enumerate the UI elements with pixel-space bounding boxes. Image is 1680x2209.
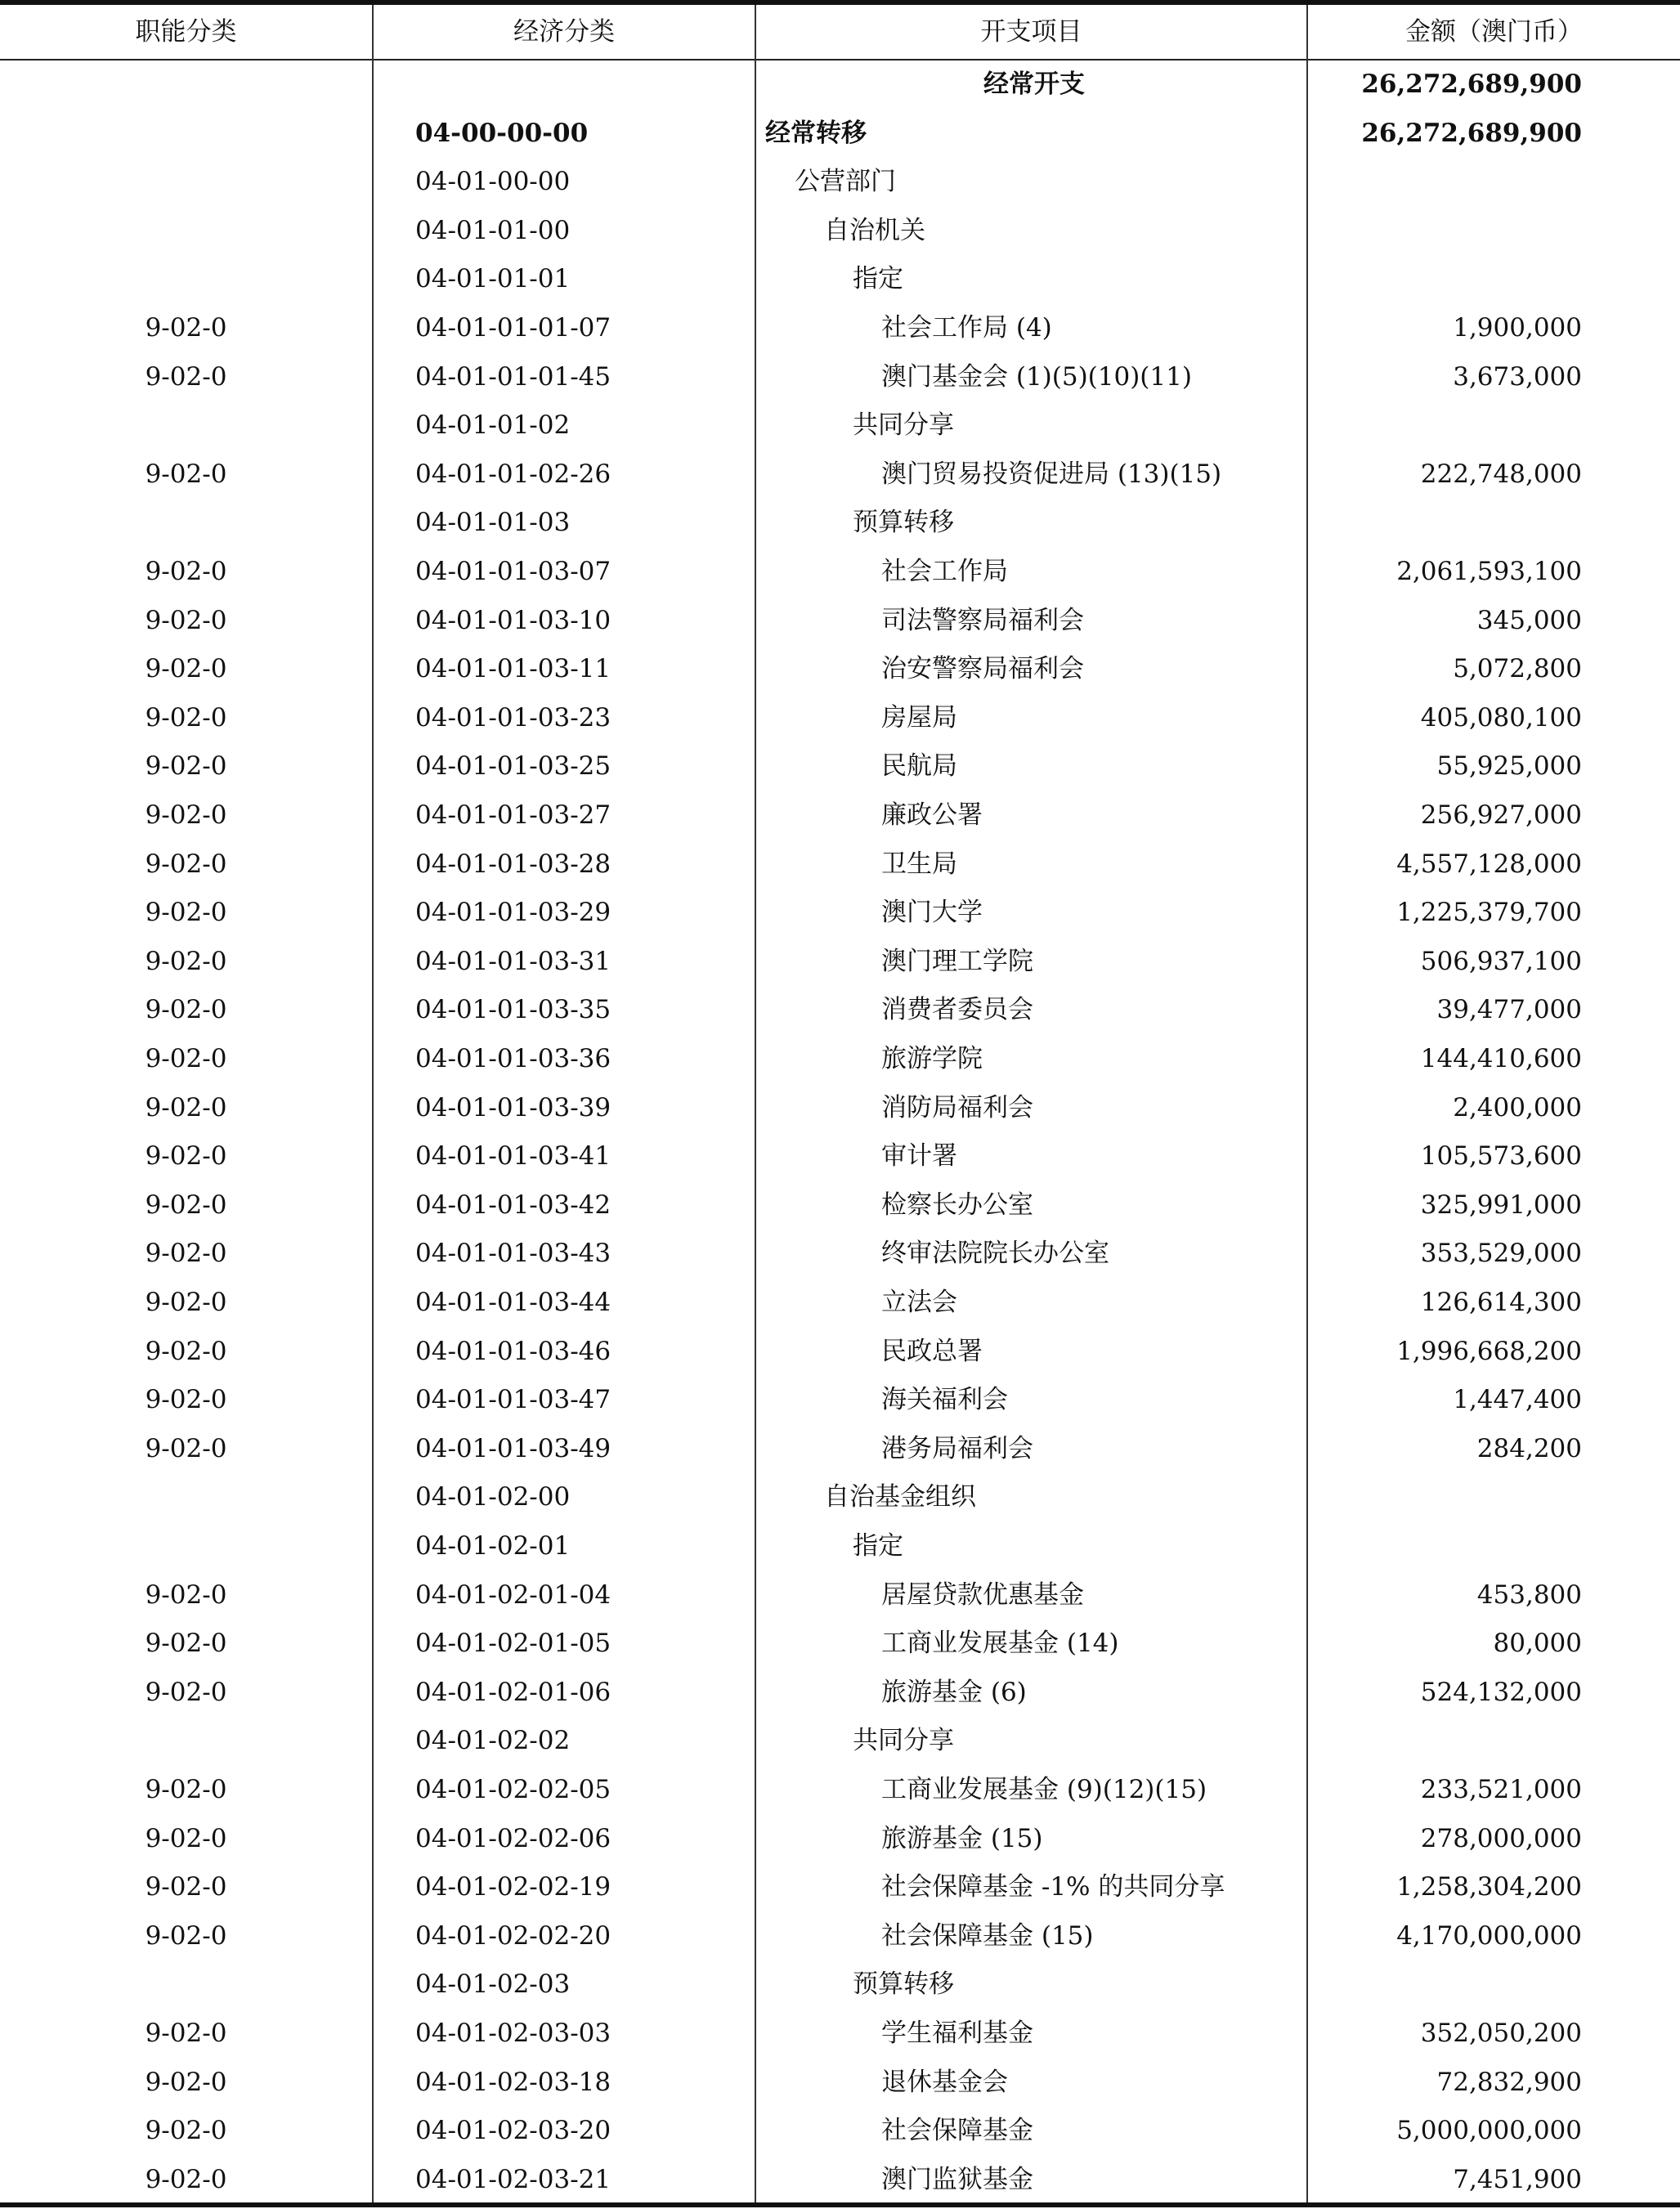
expense-item-cell: 消费者委员会 <box>881 995 1033 1025</box>
economic-class-cell: 04-01-01-03-44 <box>415 1288 612 1317</box>
economic-class-cell: 04-01-02-02-05 <box>415 1775 612 1804</box>
functional-class-cell: 9-02-0 <box>145 1579 227 1610</box>
table-row <box>0 840 1680 889</box>
economic-class-cell: 04-01-02-03-21 <box>415 2164 612 2194</box>
expense-item-cell: 治安警察局福利会 <box>881 654 1084 684</box>
header-func: 职能分类 <box>135 17 237 47</box>
functional-class-cell: 9-02-0 <box>145 1433 227 1463</box>
table-row <box>0 597 1680 646</box>
functional-class-cell <box>0 1717 372 1766</box>
economic-class-cell: 04-01-02-00 <box>415 1482 571 1512</box>
functional-class-cell <box>0 158 372 207</box>
expense-item-cell: 社会工作局 (4) <box>881 313 1052 343</box>
expense-item-cell: 自治机关 <box>824 215 925 245</box>
table-row <box>0 2107 1680 2156</box>
functional-class-cell: 9-02-0 <box>145 800 227 830</box>
economic-class-cell: 04-01-02-02 <box>415 1726 571 1756</box>
functional-class-cell <box>0 110 372 159</box>
amount-cell: 256,927,000 <box>1420 800 1582 830</box>
table-row <box>0 1084 1680 1133</box>
table-row <box>0 1766 1680 1815</box>
table-row <box>0 255 1680 304</box>
amount-cell: 284,200 <box>1476 1433 1582 1463</box>
expense-item-cell: 自治基金组织 <box>824 1482 976 1512</box>
functional-class-cell: 9-02-0 <box>145 898 227 928</box>
amount-cell: 26,272,689,900 <box>1361 118 1582 148</box>
functional-class-cell <box>0 60 372 110</box>
table-row <box>0 1181 1680 1230</box>
functional-class-cell <box>0 499 372 548</box>
amount-cell: 105,573,600 <box>1420 1141 1582 1172</box>
amount-cell: 72,832,900 <box>1436 2067 1582 2097</box>
expense-item-cell: 工商业发展基金 (14) <box>881 1629 1119 1659</box>
economic-class-cell: 04-01-01-03-23 <box>415 702 612 733</box>
expense-item-cell: 立法会 <box>881 1288 957 1317</box>
table-row <box>0 353 1680 402</box>
expense-item-cell: 社会工作局 <box>881 557 1008 586</box>
expense-item-cell: 工商业发展基金 (9)(12)(15) <box>881 1775 1207 1804</box>
expense-item-cell: 退休基金会 <box>881 2067 1008 2097</box>
expense-item-cell: 司法警察局福利会 <box>881 605 1084 635</box>
expense-item-cell: 澳门大学 <box>881 898 983 928</box>
economic-class-cell: 04-01-02-01 <box>415 1531 571 1561</box>
economic-class-cell: 04-01-01-03-46 <box>415 1336 612 1366</box>
table-row <box>0 2010 1680 2059</box>
functional-class-cell: 9-02-0 <box>145 849 227 879</box>
functional-class-cell: 9-02-0 <box>145 1092 227 1122</box>
table-row <box>0 1912 1680 1961</box>
functional-class-cell: 9-02-0 <box>145 2116 227 2146</box>
table-row <box>0 1328 1680 1377</box>
expense-item-cell: 澳门贸易投资促进局 (13)(15) <box>881 459 1222 489</box>
expense-item-cell: 民航局 <box>881 751 957 782</box>
expense-item-cell: 共同分享 <box>853 410 954 441</box>
economic-class-cell: 04-01-00-00 <box>415 167 571 197</box>
economic-class-cell: 04-01-02-01-04 <box>415 1579 612 1610</box>
table-row <box>0 548 1680 597</box>
table-row <box>0 742 1680 791</box>
amount-cell: 3,673,000 <box>1453 361 1582 392</box>
amount-cell: 26,272,689,900 <box>1361 69 1582 99</box>
functional-class-cell: 9-02-0 <box>145 605 227 635</box>
functional-class-cell: 9-02-0 <box>145 1629 227 1659</box>
amount-cell: 4,170,000,000 <box>1396 1920 1582 1951</box>
economic-class-cell: 04-01-01-03-27 <box>415 800 612 830</box>
table-row <box>0 791 1680 840</box>
functional-class-cell: 9-02-0 <box>145 1775 227 1804</box>
amount-cell: 1,225,379,700 <box>1396 898 1582 928</box>
economic-class-cell: 04-01-01-03-43 <box>415 1239 612 1269</box>
functional-class-cell: 9-02-0 <box>145 459 227 489</box>
expense-item-cell: 检察长办公室 <box>881 1190 1033 1220</box>
amount-cell: 80,000 <box>1493 1629 1582 1659</box>
table-row <box>0 1815 1680 1864</box>
expense-item-cell: 预算转移 <box>853 1969 954 2000</box>
economic-class-cell: 04-01-02-02-20 <box>415 1920 612 1951</box>
economic-class-cell: 04-01-01-01-07 <box>415 313 612 343</box>
economic-class-cell: 04-01-01-03-39 <box>415 1092 612 1122</box>
economic-class-cell: 04-01-01-03-42 <box>415 1190 612 1220</box>
table-row <box>0 401 1680 450</box>
amount-cell: 405,080,100 <box>1420 702 1582 733</box>
table-row <box>0 1132 1680 1181</box>
header-econ: 经济分类 <box>513 17 615 47</box>
economic-class-cell: 04-01-02-02-06 <box>415 1823 612 1853</box>
amount-cell: 39,477,000 <box>1436 995 1582 1025</box>
amount-cell: 233,521,000 <box>1420 1775 1582 1804</box>
expense-item-cell: 居屋贷款优惠基金 <box>881 1579 1084 1610</box>
functional-class-cell: 9-02-0 <box>145 1141 227 1172</box>
economic-class-cell: 04-01-01-01 <box>415 264 571 294</box>
table-row <box>0 986 1680 1035</box>
expense-item-cell: 澳门监狱基金 <box>881 2164 1033 2194</box>
amount-cell: 2,061,593,100 <box>1396 557 1582 586</box>
economic-class-cell: 04-01-01-03-47 <box>415 1385 612 1415</box>
economic-class-cell: 04-01-02-03-03 <box>415 2019 612 2048</box>
functional-class-cell <box>0 207 372 256</box>
amount-cell: 4,557,128,000 <box>1396 849 1582 879</box>
amount-cell: 1,258,304,200 <box>1396 1872 1582 1902</box>
amount-cell: 453,800 <box>1476 1579 1582 1610</box>
expense-item-cell: 共同分享 <box>853 1726 954 1756</box>
expense-item-cell: 社会保障基金 <box>881 2116 1033 2146</box>
expense-item-cell: 海关福利会 <box>881 1385 1008 1415</box>
amount-cell: 524,132,000 <box>1420 1677 1582 1707</box>
table-row <box>0 304 1680 353</box>
table-row <box>0 110 1680 159</box>
expense-item-cell: 旅游基金 (6) <box>881 1677 1027 1707</box>
table-row <box>0 645 1680 694</box>
header-item: 开支项目 <box>980 17 1082 47</box>
economic-class-cell: 04-01-01-03 <box>415 508 571 538</box>
functional-class-cell: 9-02-0 <box>145 1872 227 1902</box>
economic-class-cell: 04-01-01-03-10 <box>415 605 612 635</box>
table-row <box>0 2059 1680 2108</box>
amount-cell: 144,410,600 <box>1420 1044 1582 1073</box>
economic-class-cell: 04-01-01-03-11 <box>415 654 612 684</box>
expense-item-cell: 旅游基金 (15) <box>881 1823 1043 1853</box>
functional-class-cell: 9-02-0 <box>145 654 227 684</box>
amount-cell: 325,991,000 <box>1420 1190 1582 1220</box>
economic-class-cell: 04-01-01-00 <box>415 215 571 245</box>
table-row <box>0 499 1680 548</box>
functional-class-cell: 9-02-0 <box>145 1920 227 1951</box>
functional-class-cell: 9-02-0 <box>145 313 227 343</box>
expense-item-cell: 卫生局 <box>881 849 957 879</box>
functional-class-cell: 9-02-0 <box>145 2067 227 2097</box>
expense-item-cell: 经常开支 <box>983 69 1085 99</box>
amount-cell: 5,072,800 <box>1453 654 1582 684</box>
economic-class-cell: 04-01-01-03-07 <box>415 557 612 586</box>
economic-class-cell: 04-01-01-01-45 <box>415 361 612 392</box>
economic-class-cell: 04-01-01-03-25 <box>415 751 612 782</box>
economic-class-cell: 04-01-01-03-28 <box>415 849 612 879</box>
amount-cell: 126,614,300 <box>1420 1288 1582 1317</box>
table-row <box>0 2156 1680 2205</box>
functional-class-cell: 9-02-0 <box>145 557 227 586</box>
table-row <box>0 1863 1680 1912</box>
amount-cell: 1,900,000 <box>1453 313 1582 343</box>
table-row <box>0 1473 1680 1522</box>
expense-item-cell: 经常转移 <box>765 118 867 148</box>
amount-cell: 1,447,400 <box>1453 1385 1582 1415</box>
functional-class-cell <box>0 255 372 304</box>
amount-cell: 353,529,000 <box>1420 1239 1582 1269</box>
expense-item-cell: 指定 <box>853 1531 903 1561</box>
table-row <box>0 1425 1680 1474</box>
functional-class-cell <box>0 1522 372 1571</box>
table-row <box>0 694 1680 743</box>
economic-class-cell: 04-00-00-00 <box>415 118 589 148</box>
expense-item-cell: 学生福利基金 <box>881 2019 1033 2048</box>
expense-item-cell: 终审法院院长办公室 <box>881 1239 1109 1269</box>
expense-item-cell: 预算转移 <box>853 508 954 538</box>
expense-item-cell: 消防局福利会 <box>881 1092 1033 1122</box>
amount-cell: 5,000,000,000 <box>1396 2116 1582 2146</box>
functional-class-cell: 9-02-0 <box>145 1823 227 1853</box>
amount-cell: 345,000 <box>1476 605 1582 635</box>
table-row <box>0 1376 1680 1425</box>
functional-class-cell <box>0 1473 372 1522</box>
amount-cell: 506,937,100 <box>1420 946 1582 976</box>
functional-class-cell: 9-02-0 <box>145 2164 227 2194</box>
amount-cell: 1,996,668,200 <box>1396 1336 1582 1366</box>
functional-class-cell <box>0 401 372 450</box>
economic-class-cell: 04-01-02-02-19 <box>415 1872 612 1902</box>
functional-class-cell: 9-02-0 <box>145 1336 227 1366</box>
functional-class-cell: 9-02-0 <box>145 1288 227 1317</box>
table-row <box>0 1230 1680 1279</box>
functional-class-cell: 9-02-0 <box>145 1239 227 1269</box>
functional-class-cell: 9-02-0 <box>145 1385 227 1415</box>
expense-item-cell: 港务局福利会 <box>881 1433 1033 1463</box>
economic-class-cell: 04-01-01-03-35 <box>415 995 612 1025</box>
table-row <box>0 1960 1680 2010</box>
expense-item-cell: 澳门理工学院 <box>881 946 1033 976</box>
economic-class-cell: 04-01-01-03-31 <box>415 946 612 976</box>
table-row <box>0 207 1680 256</box>
table-row <box>0 60 1680 110</box>
table-row <box>0 1669 1680 1718</box>
economic-class-cell: 04-01-01-03-49 <box>415 1433 612 1463</box>
table-row <box>0 1717 1680 1766</box>
functional-class-cell: 9-02-0 <box>145 361 227 392</box>
table-row <box>0 450 1680 500</box>
economic-class-cell: 04-01-01-03-29 <box>415 898 612 928</box>
functional-class-cell: 9-02-0 <box>145 1044 227 1073</box>
amount-cell: 7,451,900 <box>1453 2164 1582 2194</box>
expense-item-cell: 旅游学院 <box>881 1044 983 1073</box>
expense-item-cell: 房屋局 <box>881 702 957 733</box>
economic-class-cell: 04-01-02-03 <box>415 1969 571 2000</box>
functional-class-cell: 9-02-0 <box>145 995 227 1025</box>
functional-class-cell: 9-02-0 <box>145 702 227 733</box>
functional-class-cell: 9-02-0 <box>145 751 227 782</box>
economic-class-cell: 04-01-01-03-41 <box>415 1141 612 1172</box>
economic-class-cell: 04-01-02-03-20 <box>415 2116 612 2146</box>
expense-item-cell: 廉政公署 <box>881 800 983 830</box>
table-row <box>0 1571 1680 1620</box>
expense-item-cell: 社会保障基金 (15) <box>881 1920 1094 1951</box>
functional-class-cell: 9-02-0 <box>145 1677 227 1707</box>
expense-item-cell: 公营部门 <box>795 167 896 197</box>
economic-class-cell: 04-01-01-02-26 <box>415 459 612 489</box>
functional-class-cell <box>0 1960 372 2010</box>
table-row <box>0 1035 1680 1084</box>
header-amount: 金额（澳门币） <box>1405 17 1583 47</box>
table-row <box>0 1522 1680 1571</box>
functional-class-cell: 9-02-0 <box>145 1190 227 1220</box>
expense-item-cell: 社会保障基金 -1% 的共同分享 <box>881 1872 1225 1902</box>
amount-cell: 55,925,000 <box>1436 751 1582 782</box>
economic-class-cell: 04-01-02-01-05 <box>415 1629 612 1659</box>
expense-item-cell: 澳门基金会 (1)(5)(10)(11) <box>881 361 1192 392</box>
expense-item-cell: 指定 <box>853 264 903 294</box>
economic-class-cell: 04-01-02-03-18 <box>415 2067 612 2097</box>
functional-class-cell: 9-02-0 <box>145 946 227 976</box>
table-row <box>0 938 1680 987</box>
economic-class-cell: 04-01-01-03-36 <box>415 1044 612 1073</box>
expense-item-cell: 民政总署 <box>881 1336 983 1366</box>
table-row <box>0 889 1680 938</box>
economic-class-cell: 04-01-01-02 <box>415 410 571 441</box>
table-row <box>0 158 1680 207</box>
amount-cell: 2,400,000 <box>1453 1092 1582 1122</box>
table-row <box>0 1620 1680 1669</box>
functional-class-cell: 9-02-0 <box>145 2019 227 2048</box>
amount-cell: 222,748,000 <box>1420 459 1582 489</box>
amount-cell: 278,000,000 <box>1420 1823 1582 1853</box>
table-row <box>0 1279 1680 1328</box>
economic-class-cell: 04-01-02-01-06 <box>415 1677 612 1707</box>
expense-item-cell: 审计署 <box>881 1141 957 1172</box>
amount-cell: 352,050,200 <box>1420 2019 1582 2048</box>
